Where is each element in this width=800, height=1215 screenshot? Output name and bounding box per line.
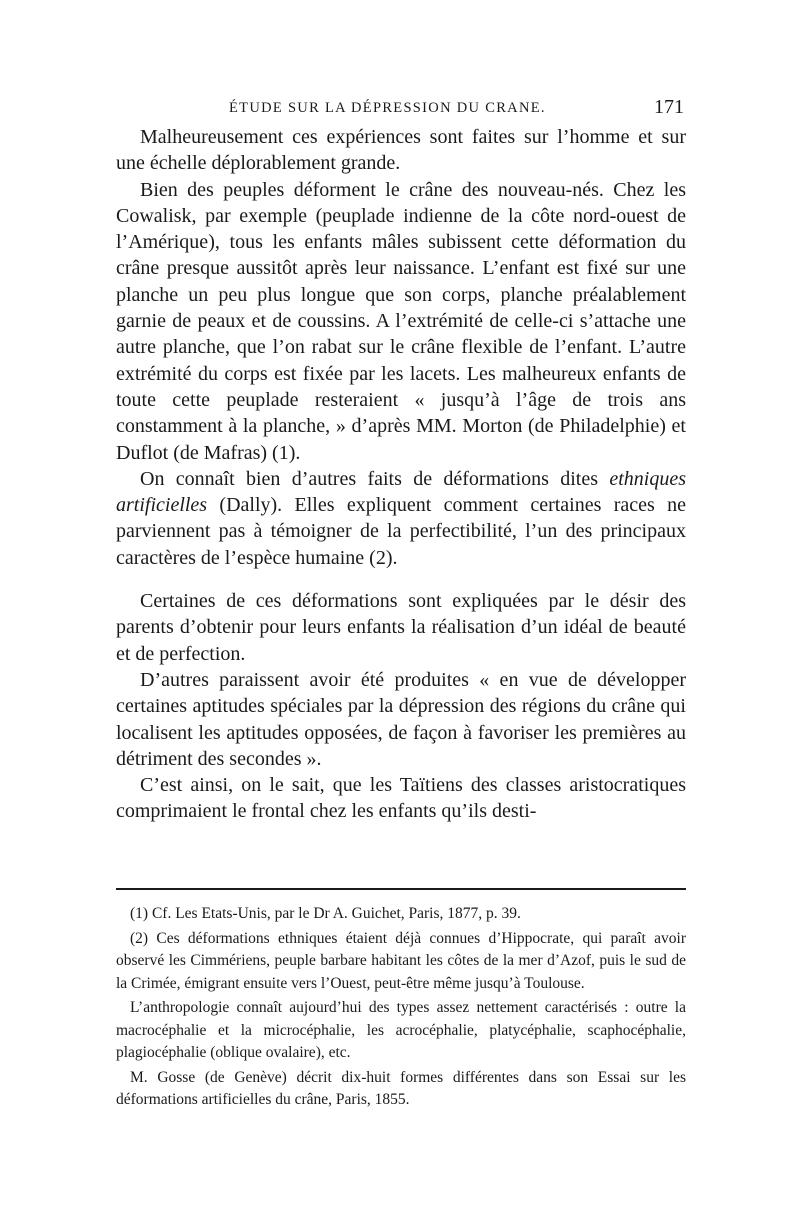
- footnote-divider: [116, 888, 686, 890]
- paragraph-5: [116, 667, 686, 772]
- paragraph-1: [116, 124, 686, 177]
- body-text: [116, 124, 686, 825]
- footnote-2-continuation-a: L’anthropologie connaît aujourd’hui des types assez nettement caractérisés : outre la macrocéphalie et la microcéphalie, les acrocéphalie, platycéphalie, scaphocéphalie, plagiocéphalie (oblique ovalaire), etc.: [116, 999, 686, 1061]
- footnotes: [116, 903, 686, 1114]
- paragraph-6-text: C’est ainsi, on le sait, que les Taïtiens des classes aristocratiques comprimaient le frontal chez les enfants qu’ils desti-: [116, 774, 686, 823]
- paragraph-3-text-end: (Dally). Elles expliquent comment certaines races ne parviennent pas à témoigner de la perfectibilité, l’un des principaux caractères de l’espèce humaine (2).: [116, 494, 686, 569]
- footnote-2-continuation-b: M. Gosse (de Genève) décrit dix-huit formes différentes dans son Essai sur les déformations artificielles du crâne, Paris, 1855.: [116, 1068, 686, 1108]
- paragraph-3: [116, 466, 686, 571]
- paragraph-2-text: Bien des peuples déforment le crâne des nouveau-nés. Chez les Cowalisk, par exemple (peuplade indienne de la côte nord-ouest de l’Amérique), tous les enfants mâles subissent cette déformation du crâne presque aussitôt après leur naissance. L’enfant est fixé sur une planche un peu plus longue que son corps, planche préalablement garnie de peaux et de coussins. A l’extrémité de celle-ci s’attache une autre planche, que l’on rabat sur le crâne flexible de l’enfant. L’autre extrémité du corps est fixée par les lacets. Les malheureux enfants de toute cette peuplade resteraient « jusqu’à l’âge de trois ans constamment à la planche, » d’après MM. Morton (de Philadelphie) et Duflot (de Mafras) (1).: [116, 178, 686, 464]
- paragraph-5-text: D’autres paraissent avoir été produites « en vue de développer certaines aptitudes spéciales par la dépression des régions du crâne qui localisent les aptitudes opposées, de façon à favoriser les premières au détriment des secondes ».: [116, 668, 686, 770]
- paragraph-1-text: Malheureusement ces expériences sont faites sur l’homme et sur une échelle déplorablement grande.: [116, 126, 686, 175]
- running-head: [116, 96, 686, 124]
- paragraph-2: [116, 177, 686, 466]
- running-title: ÉTUDE SUR LA DÉPRESSION DU CRANE.: [229, 100, 546, 116]
- footnote-2: (2) Ces déformations ethniques étaient déjà connues d’Hippocrate, qui paraît avoir observé les Cimmériens, peuple barbare habitant les côtes de la mer d’Azof, puis le sud de la Crimée, émigrant ensuite vers l’Ouest, peut-être même jusqu’à Toulouse.: [116, 929, 686, 992]
- paragraph-4: [116, 588, 686, 667]
- paragraph-3-text-start: On connaît bien d’autres faits de déformations dites: [140, 467, 610, 490]
- paragraph-6: [116, 772, 686, 825]
- paragraph-4-text: Certaines de ces déformations sont expliquées par le désir des parents d’obtenir pour leurs enfants la réalisation d’un idéal de beauté et de perfection.: [116, 590, 686, 665]
- footnote-1: (1) Cf. Les Etats-Unis, par le Dr A. Guichet, Paris, 1877, p. 39.: [130, 905, 521, 922]
- page-number: 171: [654, 96, 684, 118]
- paragraph-3-italic-term: ethniques artificielles: [116, 467, 686, 517]
